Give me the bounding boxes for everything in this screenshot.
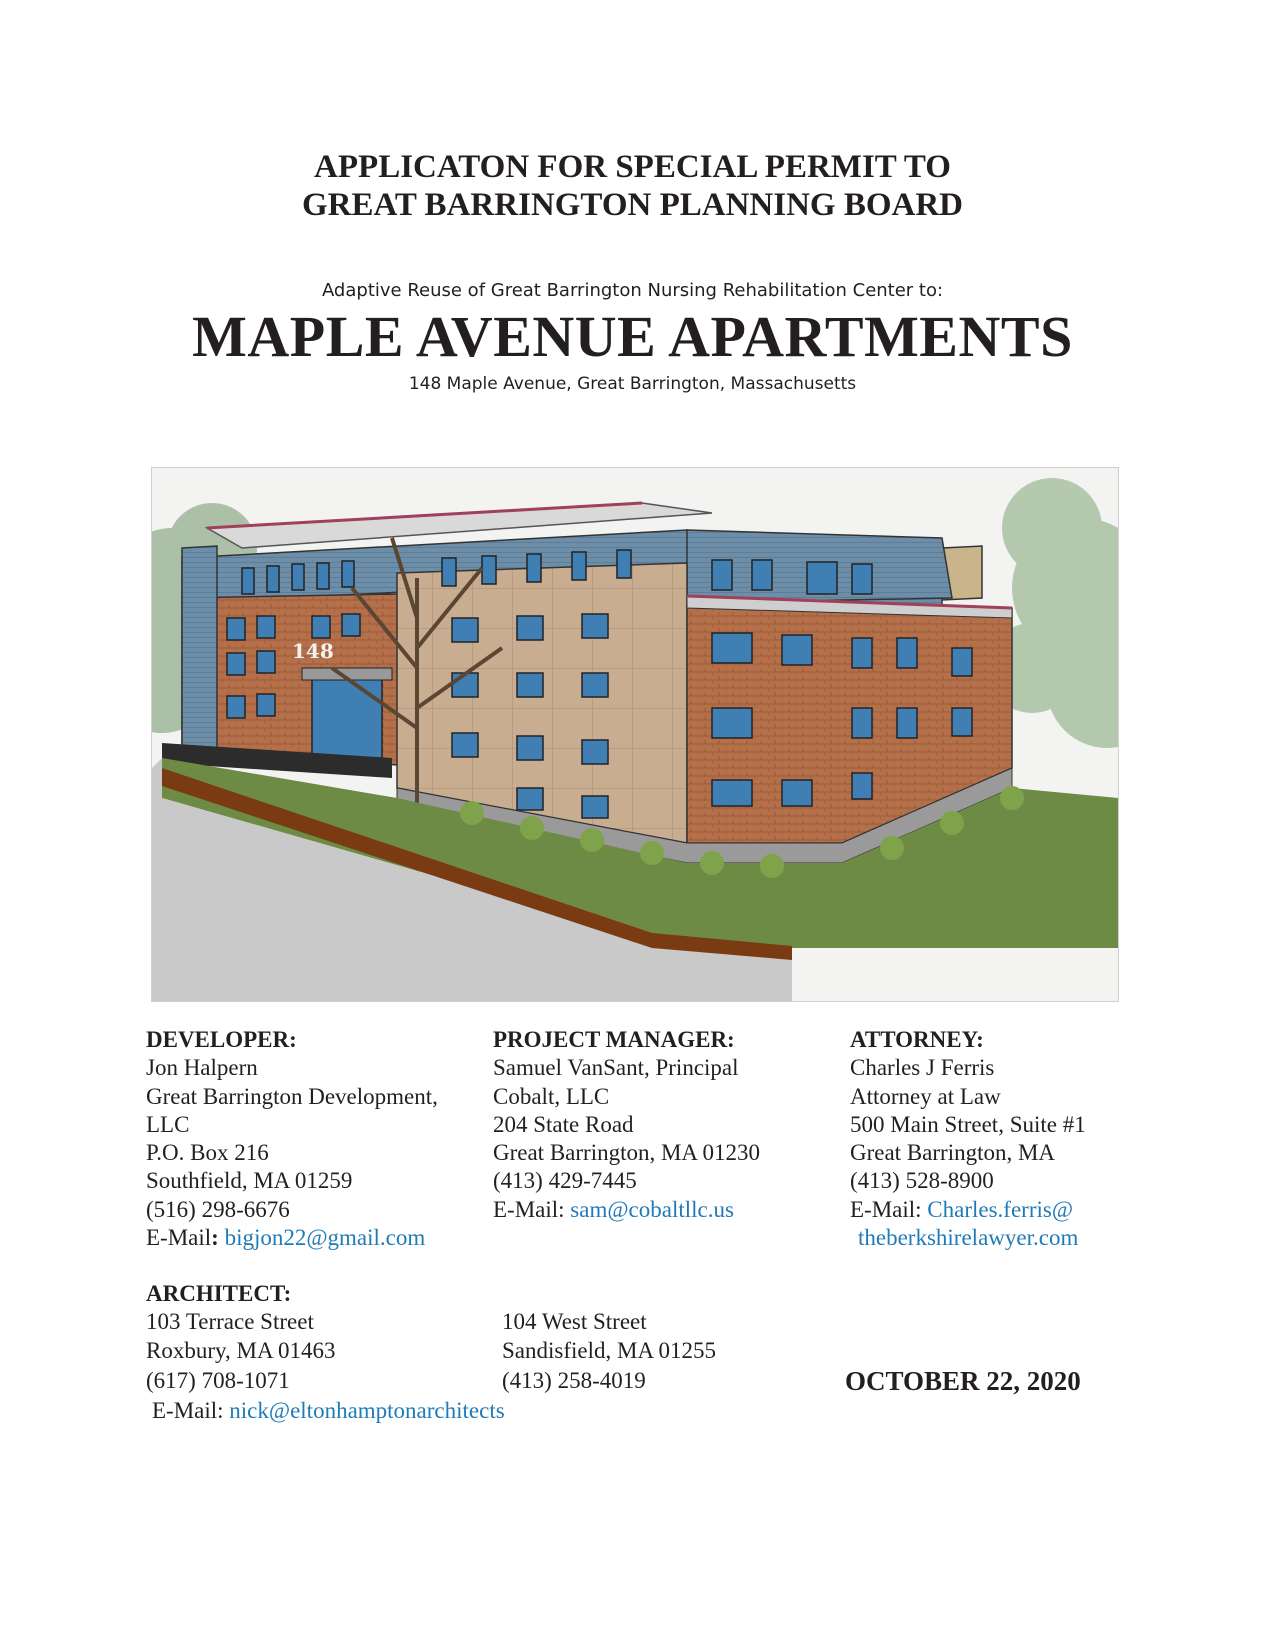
developer-phone: (516) 298-6676 <box>146 1196 290 1222</box>
architect-office-1-address-line-1: 103 Terrace Street <box>146 1309 314 1335</box>
project-manager-address-line-1: 204 State Road <box>493 1111 634 1137</box>
subtitle: Adaptive Reuse of Great Barrington Nursing Rehabilitation Center to: <box>321 280 944 301</box>
developer-address-line-2: Southfield, MA 01259 <box>146 1168 353 1194</box>
architect-heading: ARCHITECT: <box>146 1281 292 1306</box>
architect-office-2-address-line-2: Sandisfield, MA 01255 <box>502 1337 717 1363</box>
architect-office-2-address-line-1: 104 West Street <box>502 1309 647 1335</box>
developer-name: Jon Halpern <box>146 1055 258 1081</box>
project-manager-email-row <box>493 1196 760 1224</box>
attorney-block <box>850 1026 1086 1252</box>
attorney-email-continuation <box>850 1224 1086 1252</box>
developer-email-colon: : <box>211 1225 219 1251</box>
architect-email-label: E-Mail: <box>152 1398 230 1424</box>
developer-heading: DEVELOPER: <box>146 1027 297 1052</box>
building-sign-number: 148 <box>292 639 334 663</box>
project-manager-email-link[interactable]: sam@cobaltllc.us <box>570 1196 734 1222</box>
main-title: MAPLE AVENUE APARTMENTS <box>192 304 1073 369</box>
attorney-email-row <box>850 1196 1086 1224</box>
attorney-email-link-line-1[interactable]: Charles.ferris@ <box>927 1196 1074 1222</box>
heading-line-2: GREAT BARRINGTON PLANNING BOARD <box>302 187 963 223</box>
architect-office-1-phone: (617) 708-1071 <box>146 1367 290 1393</box>
attorney-address-line-2: Great Barrington, MA <box>850 1140 1056 1166</box>
project-manager-phone: (413) 429-7445 <box>493 1168 637 1194</box>
architect-office-2-block <box>502 1308 716 1395</box>
developer-address-line-1: P.O. Box 216 <box>146 1140 269 1166</box>
project-manager-address-line-2: Great Barrington, MA 01230 <box>493 1140 761 1166</box>
building-rendering <box>151 467 1119 1002</box>
developer-email-label: E-Mail <box>146 1225 212 1251</box>
document-date: OCTOBER 22, 2020 <box>845 1366 1081 1396</box>
developer-block <box>146 1026 438 1252</box>
developer-email-row <box>146 1224 438 1252</box>
project-manager-heading: PROJECT MANAGER: <box>493 1027 735 1052</box>
architect-office-1-address-line-2: Roxbury, MA 01463 <box>146 1337 336 1363</box>
property-address: 148 Maple Avenue, Great Barrington, Massachusetts <box>408 374 857 394</box>
attorney-address-line-1: 500 Main Street, Suite #1 <box>850 1111 1086 1137</box>
developer-company-line-1: Great Barrington Development, <box>146 1083 438 1109</box>
attorney-name: Charles J Ferris <box>850 1055 995 1081</box>
architect-block <box>146 1280 505 1425</box>
architect-office-2-phone: (413) 258-4019 <box>502 1367 646 1393</box>
project-manager-company: Cobalt, LLC <box>493 1083 610 1109</box>
attorney-email-link-line-2[interactable]: theberkshirelawyer.com <box>858 1225 1079 1251</box>
attorney-phone: (413) 528-8900 <box>850 1168 994 1194</box>
developer-company-line-2: LLC <box>146 1111 190 1137</box>
attorney-title: Attorney at Law <box>850 1083 1001 1109</box>
project-manager-email-label: E-Mail: <box>493 1196 571 1222</box>
project-manager-block <box>493 1026 760 1224</box>
architect-email-link[interactable]: nick@eltonhamptonarchitects <box>229 1398 505 1424</box>
architect-email-row <box>146 1397 505 1425</box>
attorney-email-label: E-Mail: <box>850 1196 928 1222</box>
building-rendering-graphic <box>152 468 1118 1001</box>
developer-email-link[interactable]: bigjon22@gmail.com <box>224 1225 426 1251</box>
heading-line-1: APPLICATON FOR SPECIAL PERMIT TO <box>314 149 951 185</box>
attorney-heading: ATTORNEY: <box>850 1027 984 1052</box>
project-manager-name: Samuel VanSant, Principal <box>493 1055 739 1081</box>
